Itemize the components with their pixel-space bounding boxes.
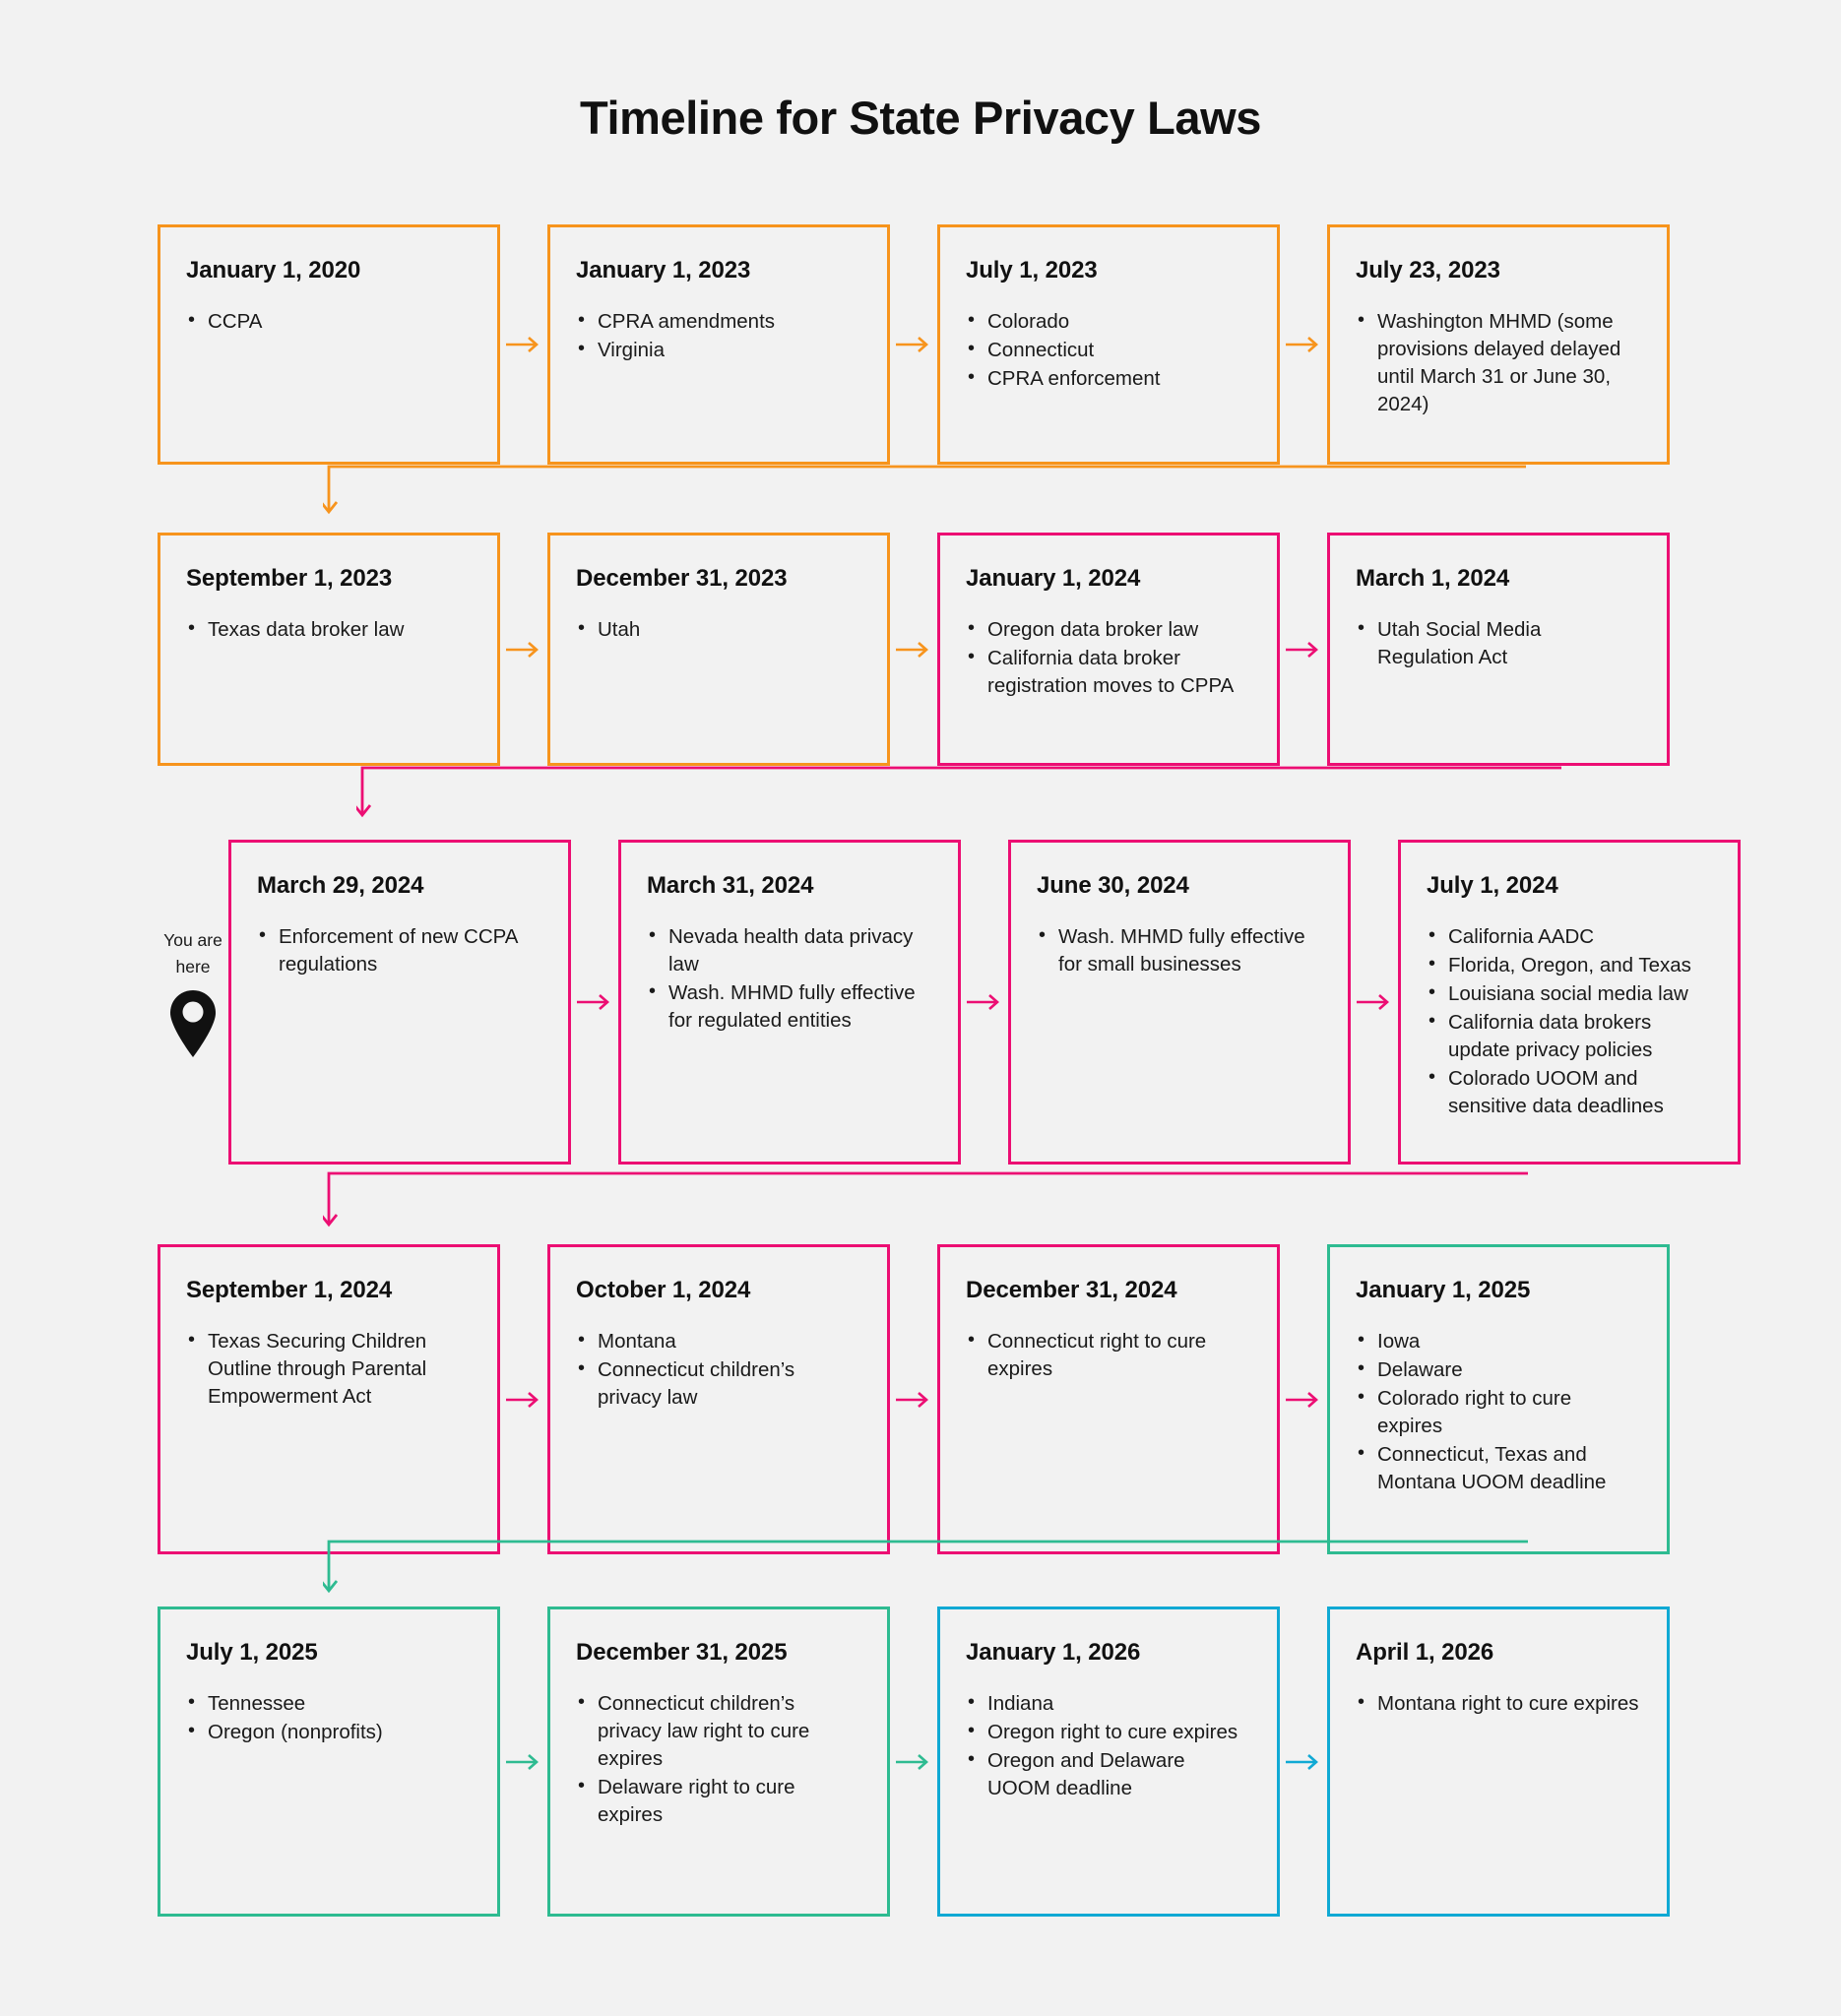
list-item: • Wash. MHMD fully effective for small businesses (1037, 923, 1322, 978)
card-date: July 1, 2023 (966, 257, 1098, 284)
list-item: • Colorado right to cure expires (1356, 1385, 1641, 1440)
card-item-list (966, 308, 1251, 393)
list-item: • Wash. MHMD fully effective for regulated entities (647, 979, 932, 1035)
card-date: December 31, 2024 (966, 1277, 1177, 1303)
list-item: • CCPA (186, 308, 472, 336)
card-date: June 30, 2024 (1037, 872, 1189, 899)
card-item-list (257, 923, 542, 978)
arrow-right-icon (890, 1751, 937, 1773)
card-item-list (1037, 923, 1322, 978)
card-item-list (966, 1328, 1251, 1383)
timeline-row-1 (158, 224, 1670, 465)
card-date: July 23, 2023 (1356, 257, 1500, 284)
list-item: • Montana right to cure expires (1356, 1690, 1641, 1718)
list-item: • Utah Social Media Regulation Act (1356, 616, 1641, 671)
card-item-list (186, 1690, 472, 1746)
timeline-card[interactable] (937, 533, 1280, 766)
list-item: • Washington MHMD (some provisions delayed delayed until March 31 or June 30, 2024) (1356, 308, 1641, 418)
list-item: • Utah (576, 616, 861, 644)
timeline-card[interactable] (158, 533, 500, 766)
arrow-right-icon (961, 991, 1008, 1013)
card-item-list (576, 1690, 861, 1829)
card-date: December 31, 2023 (576, 565, 788, 592)
timeline-row-3 (228, 840, 1741, 1165)
list-item: • California AADC (1427, 923, 1712, 951)
card-date: April 1, 2026 (1356, 1639, 1494, 1666)
timeline-card[interactable] (547, 533, 890, 766)
you-are-here-label-line1: You are (163, 930, 222, 950)
timeline-card[interactable] (547, 224, 890, 465)
timeline-card[interactable] (547, 1606, 890, 1917)
timeline-row-4 (158, 1244, 1670, 1554)
card-date: September 1, 2023 (186, 565, 393, 592)
card-date: January 1, 2020 (186, 257, 361, 284)
arrow-right-icon (500, 639, 547, 661)
card-item-list (966, 1690, 1251, 1802)
list-item: • Delaware (1356, 1356, 1641, 1384)
timeline-row-2 (158, 533, 1670, 766)
list-item: • Enforcement of new CCPA regulations (257, 923, 542, 978)
list-item: • CPRA enforcement (966, 365, 1251, 393)
timeline-card[interactable] (937, 1606, 1280, 1917)
list-item: • Virginia (576, 337, 861, 364)
list-item: • Texas Securing Children Outline through Parental Empowerment Act (186, 1328, 472, 1411)
list-item: • Oregon right to cure expires (966, 1719, 1251, 1746)
card-item-list (1356, 1690, 1641, 1718)
card-item-list (1356, 1328, 1641, 1496)
card-date: September 1, 2024 (186, 1277, 393, 1303)
row-connector-4 (323, 1540, 1530, 1605)
arrow-right-icon (1280, 1389, 1327, 1411)
card-date: July 1, 2025 (186, 1639, 318, 1666)
timeline-card[interactable] (158, 1244, 500, 1554)
list-item: • Oregon data broker law (966, 616, 1251, 644)
arrow-right-icon (1280, 334, 1327, 355)
arrow-right-icon (571, 991, 618, 1013)
list-item: • Montana (576, 1328, 861, 1355)
list-item: • Connecticut, Texas and Montana UOOM deadline (1356, 1441, 1641, 1496)
timeline-card[interactable] (158, 224, 500, 465)
list-item: • Florida, Oregon, and Texas (1427, 952, 1712, 979)
arrow-right-icon (890, 1389, 937, 1411)
you-are-here-label-line2: here (175, 957, 211, 977)
card-date: January 1, 2023 (576, 257, 751, 284)
timeline-card[interactable] (228, 840, 571, 1165)
row-connector-3 (323, 1171, 1530, 1238)
row-connector-2 (356, 766, 1563, 827)
card-date: January 1, 2026 (966, 1639, 1141, 1666)
list-item: • California data broker registration moves to CPPA (966, 645, 1251, 700)
list-item: • Colorado (966, 308, 1251, 336)
timeline-row-5 (158, 1606, 1670, 1917)
card-item-list (1427, 923, 1712, 1121)
timeline-card[interactable] (1327, 224, 1670, 465)
list-item: • CPRA amendments (576, 308, 861, 336)
you-are-here-marker (146, 930, 240, 1059)
card-item-list (186, 616, 472, 644)
arrow-right-icon (500, 1389, 547, 1411)
timeline-card[interactable] (1398, 840, 1741, 1165)
list-item: • Oregon (nonprofits) (186, 1719, 472, 1746)
list-item: • Delaware right to cure expires (576, 1774, 861, 1829)
timeline-card[interactable] (937, 1244, 1280, 1554)
timeline-card[interactable] (937, 224, 1280, 465)
timeline-card[interactable] (547, 1244, 890, 1554)
list-item: • Louisiana social media law (1427, 980, 1712, 1008)
arrow-right-icon (1280, 639, 1327, 661)
list-item: • Connecticut right to cure expires (966, 1328, 1251, 1383)
card-item-list (576, 308, 861, 364)
arrow-right-icon (1351, 991, 1398, 1013)
list-item: • Colorado UOOM and sensitive data deadlines (1427, 1065, 1712, 1120)
page-title: Timeline for State Privacy Laws (579, 92, 1262, 144)
card-item-list (186, 308, 472, 336)
timeline-card[interactable] (1327, 1606, 1670, 1917)
timeline-card[interactable] (1327, 533, 1670, 766)
timeline-card[interactable] (618, 840, 961, 1165)
card-date: January 1, 2025 (1356, 1277, 1531, 1303)
list-item: • Connecticut (966, 337, 1251, 364)
card-date: March 1, 2024 (1356, 565, 1510, 592)
arrow-right-icon (890, 334, 937, 355)
list-item: • Tennessee (186, 1690, 472, 1718)
card-item-list (1356, 616, 1641, 671)
timeline-card[interactable] (1008, 840, 1351, 1165)
list-item: • Indiana (966, 1690, 1251, 1718)
arrow-right-icon (1280, 1751, 1327, 1773)
list-item: • Iowa (1356, 1328, 1641, 1355)
list-item: • Connecticut children’s privacy law right to cure expires (576, 1690, 861, 1773)
arrow-right-icon (890, 639, 937, 661)
card-date: January 1, 2024 (966, 565, 1141, 592)
arrow-right-icon (500, 1751, 547, 1773)
card-date: October 1, 2024 (576, 1277, 751, 1303)
card-item-list (966, 616, 1251, 700)
card-item-list (186, 1328, 472, 1411)
card-item-list (576, 1328, 861, 1412)
list-item: • Nevada health data privacy law (647, 923, 932, 978)
card-item-list (647, 923, 932, 1035)
row-connector-1 (323, 465, 1528, 526)
card-date: March 29, 2024 (257, 872, 424, 899)
card-item-list (1356, 308, 1641, 418)
map-pin-icon (146, 988, 240, 1059)
timeline-card[interactable] (1327, 1244, 1670, 1554)
timeline-card[interactable] (158, 1606, 500, 1917)
arrow-right-icon (500, 334, 547, 355)
card-item-list (576, 616, 861, 644)
card-date: July 1, 2024 (1427, 872, 1558, 899)
card-date: December 31, 2025 (576, 1639, 788, 1666)
list-item: • Connecticut children’s privacy law (576, 1356, 861, 1412)
list-item: • California data brokers update privacy policies (1427, 1009, 1712, 1064)
list-item: • Texas data broker law (186, 616, 472, 644)
list-item: • Oregon and Delaware UOOM deadline (966, 1747, 1251, 1802)
card-date: March 31, 2024 (647, 872, 814, 899)
